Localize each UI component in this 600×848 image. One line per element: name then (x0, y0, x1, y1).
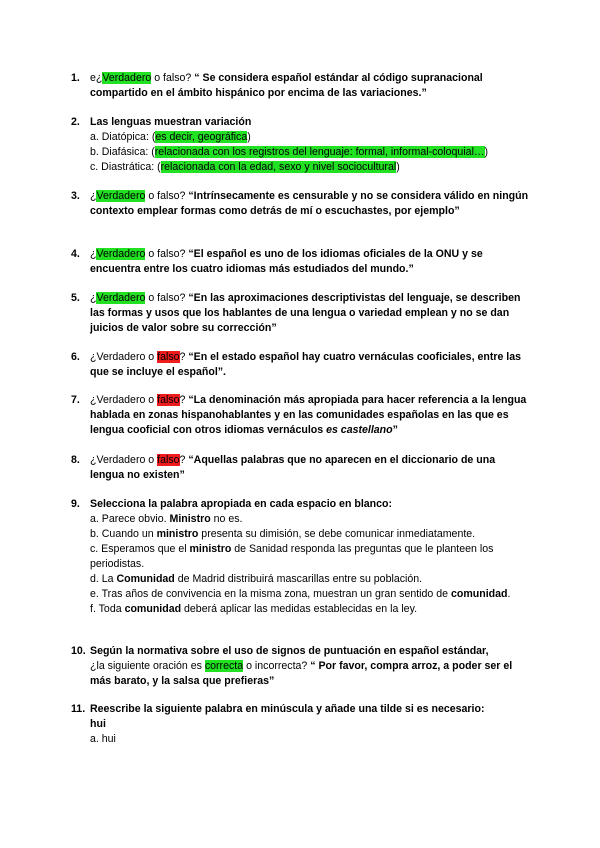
statement: “ Por favor, compra arroz, a poder ser el más barato, y la salsa que prefieras” (90, 660, 513, 687)
item-c: c. Esperamos que el ministro de Sanidad responda las preguntas que le planteen los periodistas. (90, 543, 494, 570)
item-b: b. Cuando un ministro presenta su dimisión, se debe comunicar inmediatamente. (90, 528, 476, 540)
question-title: Las lenguas muestran variación (90, 116, 252, 128)
answer-highlight-true: Verdadero (96, 248, 146, 260)
target-word: hui (90, 718, 106, 730)
question-number: 7. (71, 394, 80, 406)
answer-highlight-true: Verdadero (96, 190, 146, 202)
question-title: Reescribe la siguiente palabra en minúscula y añade una tilde si es necesario: (90, 703, 485, 715)
answer-highlight: relacionada con los registros del lenguaje: formal, informal-coloquial… (154, 146, 485, 158)
prefix: e¿ (90, 72, 103, 84)
item-f: f. Toda comunidad deberá aplicar las medidas establecidas en la ley. (90, 603, 418, 615)
option-false: falso? (163, 72, 192, 84)
item-d: d. La Comunidad de Madrid distribuirá mascarillas entre su población. (90, 573, 423, 585)
question-7: 7. ¿Verdadero o falso? “La denominación más apropiada para hacer referencia a la lengua hablada en zonas hispanohablantes y en las comunidades españolas en las que es lengua cooficial con otros idiomas vernáculos es castellano” (71, 394, 527, 436)
item-e: e. Tras años de convivencia en la misma zona, muestran un gran sentido de comunidad. (90, 588, 511, 600)
question-5: 5. ¿Verdadero o falso? “En las aproximaciones descriptivistas del lenguaje, se describen las formas y usos que los hablantes de una lengua o variedad emplean y no se dan juicios de valor sobre su corrección” (71, 292, 521, 334)
statement: “En el estado español hay cuatro vernáculas cooficiales, entre las que se incluye el español”. (90, 351, 522, 378)
answer: a. hui (90, 733, 116, 745)
separator: o (151, 72, 164, 84)
question-title: Selecciona la palabra apropiada en cada espacio en blanco: (90, 498, 393, 510)
question-number: 4. (71, 248, 80, 260)
question-number: 8. (71, 454, 80, 466)
statement: “En las aproximaciones descriptivistas del lenguaje, se describen las formas y usos que los hablantes de una lengua o variedad emplean y no se dan juicios de valor sobre su corrección” (90, 292, 521, 334)
statement: “La denominación más apropiada para hacer referencia a la lengua hablada en zonas hispanohablantes y en las comunidades españolas en las que es lengua cooficial con otros idiomas vernáculos (90, 394, 527, 436)
item-diastratica: c. Diastrática: (relacionada con la edad, sexo y nivel sociocultural) (90, 161, 400, 173)
statement: “Aquellas palabras que no aparecen en el diccionario de una lengua no existen” (90, 454, 496, 481)
question-8: 8. ¿Verdadero o falso? “Aquellas palabras que no aparecen en el diccionario de una lengua no existen” (71, 454, 496, 481)
question-number: 5. (71, 292, 80, 304)
question-number: 1. (71, 72, 80, 84)
answer-highlight-true: Verdadero (102, 72, 152, 84)
answer-highlight-false: falso (157, 351, 180, 363)
answer-highlight-true: Verdadero (96, 292, 146, 304)
item-diatopica: a. Diatópica: (es decir, geográfica) (90, 131, 251, 143)
answer-highlight: es decir, geográfica (155, 131, 248, 143)
statement: “El español es uno de los idiomas oficiales de la ONU y se encuentra entre los cuatro idiomas más estudiados del mundo.” (90, 248, 483, 275)
question-10: 10. Según la normativa sobre el uso de signos de puntuación en español estándar, ¿la siguiente oración es correcta o incorrecta? “ Por favor, compra arroz, a poder ser el más barato, y la salsa que prefieras” (90, 644, 530, 689)
question-6: 6. ¿Verdadero o falso? “En el estado español hay cuatro vernáculas cooficiales, entre las que se incluye el español”. (71, 351, 522, 378)
statement: “ Se considera español estándar al código supranacional compartido en el ámbito hispánico por encima de las variaciones.” (90, 72, 483, 99)
answer-highlight: correcta (204, 660, 244, 672)
question-number: 9. (71, 498, 80, 510)
question-9 (71, 497, 530, 617)
statement: “Intrínsecamente es censurable y no se considera válido en ningún contexto emplear formas como detrás de mí o escuchastes, por ejemplo” (90, 190, 529, 217)
question-number: 2. (71, 116, 80, 128)
question-2 (71, 115, 530, 175)
question-title: Según la normativa sobre el uso de signos de puntuación en español estándar, (90, 645, 489, 657)
answer-highlight: relacionada con la edad, sexo y nivel sociocultural (160, 161, 397, 173)
item-diafasica: b. Diafásica: (relacionada con los registros del lenguaje: formal, informal-coloquial…) (90, 146, 489, 158)
question-1 (71, 71, 530, 101)
item-a: a. Parece obvio. Ministro no es. (90, 513, 243, 525)
answer-highlight-false: falso (157, 454, 180, 466)
question-number: 11. (71, 703, 86, 715)
question-11 (71, 702, 530, 747)
italic-term: es castellano (326, 424, 393, 436)
answer-highlight-false: falso (157, 394, 180, 406)
question-number: 6. (71, 351, 80, 363)
question-3: 3. ¿Verdadero o falso? “Intrínsecamente es censurable y no se considera válido en ningún contexto emplear formas como detrás de mí o escuchastes, por ejemplo” (71, 190, 529, 217)
question-number: 10. (71, 645, 86, 657)
question-number: 3. (71, 190, 80, 202)
question-4: 4. ¿Verdadero o falso? “El español es uno de los idiomas oficiales de la ONU y se encuentra entre los cuatro idiomas más estudiados del mundo.” (71, 248, 483, 275)
